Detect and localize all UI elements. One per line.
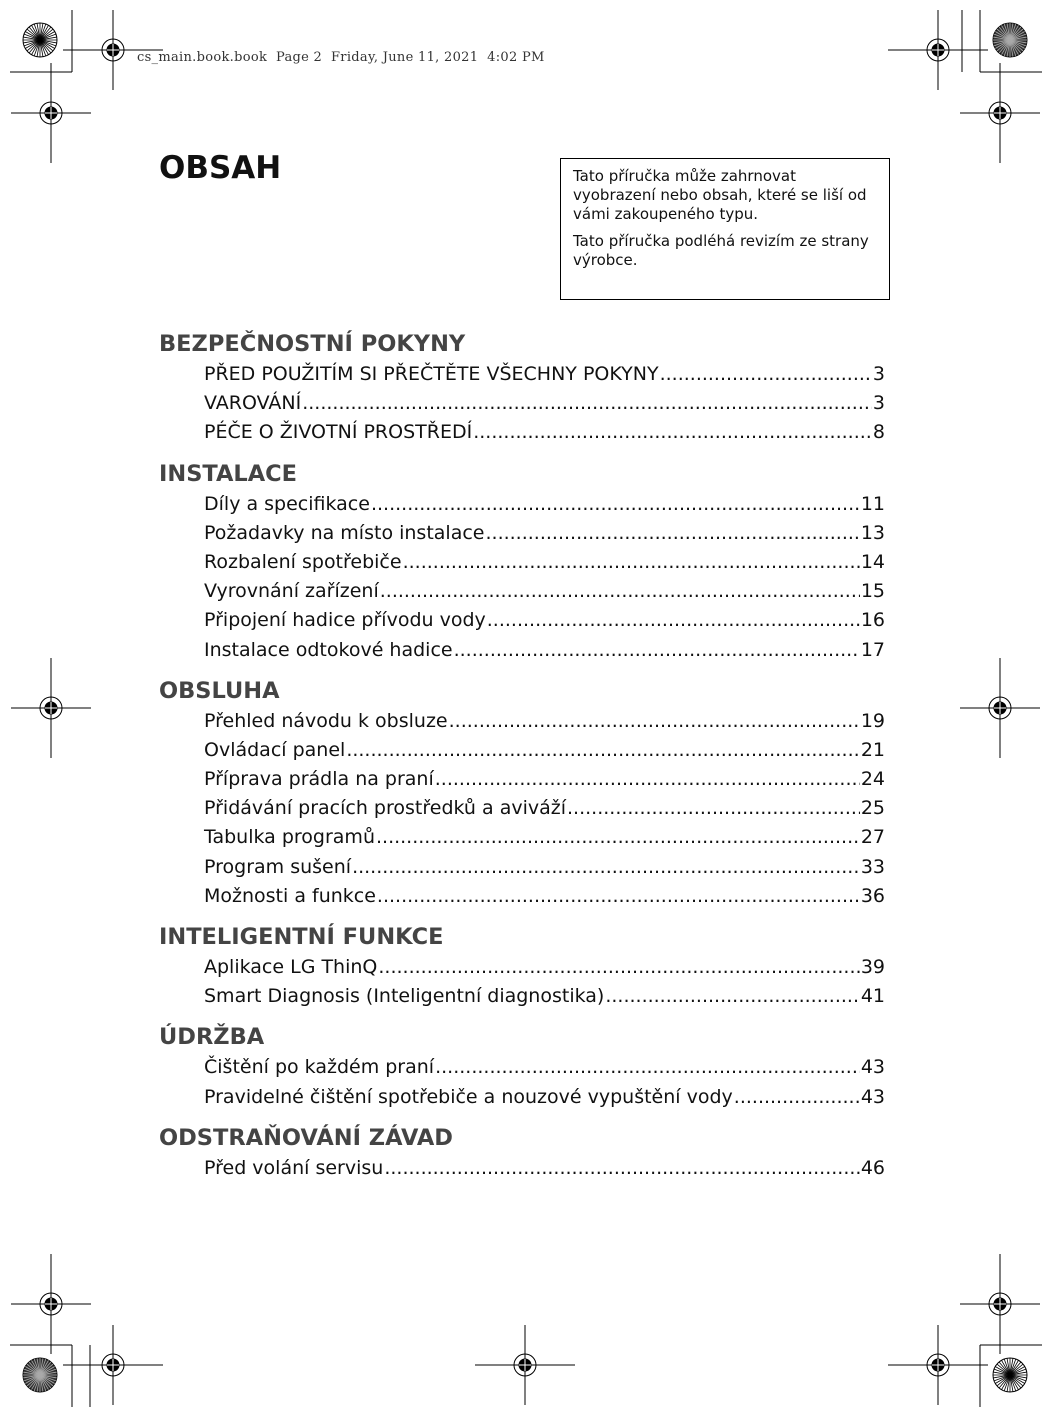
toc-entry-label: Rozbalení spotřebiče xyxy=(204,550,402,573)
registration-crosshair-icon xyxy=(11,658,91,758)
toc-section xyxy=(159,921,885,1011)
toc-entry-label: VAROVÁNÍ xyxy=(204,392,302,415)
table-of-contents xyxy=(159,328,885,1193)
toc-entry[interactable] xyxy=(204,606,885,635)
toc-entry-page-number: 3 xyxy=(872,392,885,415)
dot-leader xyxy=(380,577,860,606)
registration-crosshair-icon xyxy=(960,1254,1040,1354)
toc-entry[interactable] xyxy=(204,360,885,389)
toc-entry-label: Přehled návodu k obsluze xyxy=(204,709,448,732)
registration-sunburst-icon xyxy=(23,1358,57,1392)
toc-entry-page-number: 3 xyxy=(872,363,885,385)
dot-leader xyxy=(449,707,860,736)
dot-leader xyxy=(660,360,872,389)
toc-entry-page-number: 36 xyxy=(860,884,885,907)
toc-entry-label: Program sušení xyxy=(204,855,352,878)
toc-entry-page-number: 43 xyxy=(860,1085,885,1108)
toc-entry[interactable] xyxy=(204,418,885,447)
registration-crosshair-icon xyxy=(63,1325,163,1405)
dot-leader xyxy=(567,794,860,823)
toc-entry-page-number: 39 xyxy=(860,956,885,978)
toc-entry[interactable] xyxy=(204,548,885,577)
toc-section-heading: ÚDRŽBA xyxy=(159,1024,265,1051)
toc-entry[interactable] xyxy=(204,823,885,852)
dot-leader xyxy=(352,853,860,882)
toc-entry-page-number: 33 xyxy=(860,855,885,878)
registration-crosshair-icon xyxy=(11,63,91,163)
dot-leader xyxy=(734,1083,860,1112)
registration-sunburst-icon xyxy=(23,23,57,57)
toc-section-heading: INTELIGENTNÍ FUNKCE xyxy=(159,924,444,950)
toc-entry-page-number: 11 xyxy=(860,492,885,515)
toc-entry-label: Příprava prádla na praní xyxy=(204,768,434,791)
toc-entry[interactable] xyxy=(204,982,885,1011)
toc-entry-page-number: 46 xyxy=(860,1156,885,1179)
toc-entry-page-number: 17 xyxy=(860,638,885,661)
toc-entry-label: PŘED POUŽITÍM SI PŘEČTĚTE VŠECHNY POKYNY xyxy=(204,363,659,385)
registration-crosshair-icon xyxy=(960,658,1040,758)
toc-entry[interactable] xyxy=(204,736,885,765)
toc-entry[interactable] xyxy=(204,577,885,606)
dot-leader xyxy=(605,982,859,1011)
toc-entry[interactable] xyxy=(204,1083,885,1112)
dot-leader xyxy=(435,765,860,794)
toc-entry-label: Tabulka programů xyxy=(204,826,375,849)
toc-entry[interactable] xyxy=(204,519,885,548)
toc-section xyxy=(159,675,885,911)
toc-entry[interactable] xyxy=(204,707,885,736)
dot-leader xyxy=(376,823,860,852)
toc-entry-label: Vyrovnání zařízení xyxy=(204,580,379,603)
registration-sunburst-icon xyxy=(993,1358,1027,1392)
toc-entry-label: Připojení hadice přívodu vody xyxy=(204,609,486,632)
toc-entry-label: Aplikace LG ThinQ xyxy=(204,956,378,978)
toc-entry-page-number: 14 xyxy=(860,550,885,573)
toc-entry[interactable] xyxy=(204,794,885,823)
dot-leader xyxy=(377,882,860,911)
toc-entry-label: Díly a specifikace xyxy=(204,492,370,515)
toc-entry-page-number: 41 xyxy=(860,985,885,1008)
toc-entry-page-number: 15 xyxy=(860,580,885,603)
toc-section-heading: INSTALACE xyxy=(159,460,298,487)
toc-entry[interactable] xyxy=(204,1053,885,1082)
toc-section xyxy=(159,1122,885,1183)
toc-entry-page-number: 24 xyxy=(860,768,885,791)
dot-leader xyxy=(384,1154,859,1183)
registration-crosshair-icon xyxy=(11,1254,91,1354)
toc-entry-label: Přidávání pracích prostředků a aviváží xyxy=(204,797,566,820)
toc-entry-label: Smart Diagnosis (Inteligentní diagnostika) xyxy=(204,985,605,1008)
toc-entry[interactable] xyxy=(204,882,885,911)
print-file-stamp: cs_main.book.book Page 2 Friday, June 11, 2021 4:02 PM xyxy=(137,50,545,65)
toc-entry[interactable] xyxy=(204,389,885,418)
dot-leader xyxy=(485,519,859,548)
toc-entry-page-number: 43 xyxy=(860,1056,885,1079)
toc-entry-label: Možnosti a funkce xyxy=(204,884,376,907)
registration-crosshair-icon xyxy=(475,1325,575,1405)
toc-entry-label: Požadavky na místo instalace xyxy=(204,521,485,544)
toc-entry-page-number: 25 xyxy=(860,797,885,820)
dot-leader xyxy=(435,1053,860,1082)
notice-box xyxy=(560,158,890,300)
registration-sunburst-icon xyxy=(993,23,1027,57)
toc-entry-label: PÉČE O ŽIVOTNÍ PROSTŘEDÍ xyxy=(204,421,473,444)
page-title: OBSAH xyxy=(159,150,282,186)
notice-paragraph: Tato příručka podléhá revizím ze strany výrobce. xyxy=(573,232,869,269)
toc-entry[interactable] xyxy=(204,765,885,794)
toc-entry-label: Pravidelné čištění spotřebiče a nouzové vypuštění vody xyxy=(204,1085,733,1108)
toc-entry-label: Čištění po každém praní xyxy=(204,1056,435,1079)
dot-leader xyxy=(403,548,860,577)
toc-entry[interactable] xyxy=(204,953,885,982)
toc-entry-page-number: 16 xyxy=(860,609,885,632)
toc-entry[interactable] xyxy=(204,490,885,519)
toc-section xyxy=(159,1021,885,1111)
toc-entry-label: Ovládací panel xyxy=(204,738,346,761)
dot-leader xyxy=(454,636,860,665)
toc-entry[interactable] xyxy=(204,853,885,882)
dot-leader xyxy=(371,490,860,519)
toc-section-heading: BEZPEČNOSTNÍ POKYNY xyxy=(159,331,466,357)
dot-leader xyxy=(487,606,860,635)
toc-entry-label: Instalace odtokové hadice xyxy=(204,638,453,661)
notice-paragraph: Tato příručka může zahrnovat vyobrazení nebo obsah, které se liší od vámi zakoupeného typu. xyxy=(573,167,867,223)
toc-section-heading: ODSTRAŇOVÁNÍ ZÁVAD xyxy=(159,1124,453,1151)
toc-section xyxy=(159,458,885,665)
toc-entry[interactable] xyxy=(204,636,885,665)
toc-entry-page-number: 19 xyxy=(860,709,885,732)
toc-entry-label: Před volání servisu xyxy=(204,1156,384,1179)
toc-entry-page-number: 27 xyxy=(860,826,885,849)
dot-leader xyxy=(346,736,860,765)
toc-entry-page-number: 13 xyxy=(860,521,885,544)
dot-leader xyxy=(378,953,859,982)
toc-section xyxy=(159,328,885,448)
dot-leader xyxy=(302,389,872,418)
toc-entry[interactable] xyxy=(204,1154,885,1183)
toc-entry-page-number: 8 xyxy=(872,421,885,444)
dot-leader xyxy=(473,418,872,447)
toc-section-heading: OBSLUHA xyxy=(159,677,280,704)
registration-crosshair-icon xyxy=(960,63,1040,163)
registration-crosshair-icon xyxy=(888,1325,988,1405)
registration-crosshair-icon xyxy=(888,10,988,90)
toc-entry-page-number: 21 xyxy=(860,738,885,761)
